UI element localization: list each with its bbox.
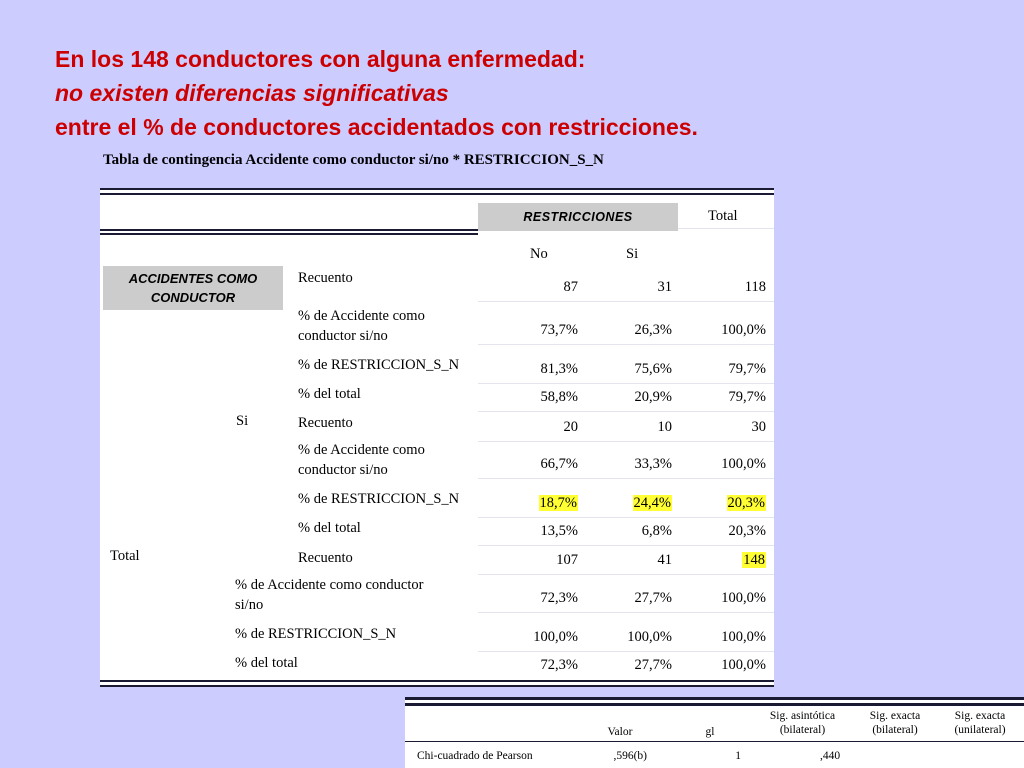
slide-heading xyxy=(55,42,698,144)
cell-total: 100,0% xyxy=(721,322,766,338)
header-valor: Valor xyxy=(607,726,633,738)
chi-valor: ,596(b) xyxy=(613,750,647,762)
cell-si: 41 xyxy=(657,552,672,568)
table-bottom-rule-2 xyxy=(100,685,774,687)
cell-no: 72,3% xyxy=(540,590,578,606)
cell-si: 26,3% xyxy=(634,322,672,338)
row-label: % de RESTRICCION_S_N xyxy=(298,491,460,507)
cell-total: 20,3% xyxy=(727,495,765,511)
cell-no: 100,0% xyxy=(533,629,578,645)
cell-total: 148 xyxy=(743,552,765,568)
table-top-rule xyxy=(100,188,774,190)
row-label: Recuento xyxy=(298,415,353,431)
cell-total: 100,0% xyxy=(721,590,766,606)
row-label-total: Total xyxy=(110,548,140,564)
heading-line-1: En los 148 conductores con alguna enfermedad: xyxy=(55,46,586,72)
row-separator xyxy=(478,344,774,345)
cell-total: 20,3% xyxy=(728,523,766,539)
header-gl: gl xyxy=(705,726,715,738)
row-label: % del total xyxy=(298,386,361,402)
cell-no: 58,8% xyxy=(540,389,578,405)
cell-si: 20,9% xyxy=(634,389,672,405)
chi-row-label: Chi-cuadrado de Pearson xyxy=(417,750,533,762)
row-separator xyxy=(478,301,774,302)
header-sig-asintotica: Sig. asintótica (bilateral) xyxy=(769,710,836,736)
chi-sig: ,440 xyxy=(820,750,841,762)
row-label: % de Accidente como conductor si/no xyxy=(235,577,424,613)
cell-total: 118 xyxy=(744,279,766,295)
row-separator xyxy=(478,612,774,613)
cell-no: 87 xyxy=(563,279,578,295)
header-sig-exacta-unilateral: Sig. exacta (unilateral) xyxy=(954,710,1006,736)
cell-si: 6,8% xyxy=(641,523,672,539)
cell-no: 20 xyxy=(563,419,578,435)
table-bottom-rule xyxy=(100,680,774,682)
row-label: % de Accidente como conductor si/no xyxy=(298,308,425,344)
header-sig-exacta-bilateral: Sig. exacta (bilateral) xyxy=(869,710,921,736)
heading-line-2: no existen diferencias significativas xyxy=(55,80,449,106)
row-label: % de RESTRICCION_S_N xyxy=(298,357,460,373)
cell-si: 24,4% xyxy=(633,495,671,511)
cell-si: 27,7% xyxy=(634,590,672,606)
cell-si: 27,7% xyxy=(634,657,672,673)
row-group-header: ACCIDENTES COMO CONDUCTOR xyxy=(103,266,283,310)
header-rule-2 xyxy=(100,233,478,235)
cell-si: 31 xyxy=(657,279,672,295)
row-label-si: Si xyxy=(236,413,249,429)
cell-no: 13,5% xyxy=(540,523,578,539)
contingency-table xyxy=(100,188,774,686)
cell-total: 79,7% xyxy=(728,361,766,377)
row-separator xyxy=(478,651,774,652)
cell-si: 75,6% xyxy=(634,361,672,377)
cell-total: 100,0% xyxy=(721,657,766,673)
total-header: Total xyxy=(708,208,738,224)
cell-si: 33,3% xyxy=(634,456,672,472)
heading-line-3: entre el % de conductores accidentados con restricciones. xyxy=(55,114,698,140)
table-caption: Tabla de contingencia Accidente como conductor si/no * RESTRICCION_S_N xyxy=(103,152,604,168)
row-separator xyxy=(478,574,774,575)
row-separator xyxy=(478,441,774,442)
cell-no: 18,7% xyxy=(539,495,577,511)
column-header-no: No xyxy=(530,246,548,262)
row-separator xyxy=(478,545,774,546)
column-group-header: RESTRICCIONES xyxy=(478,203,678,231)
cell-no: 107 xyxy=(556,552,578,568)
cell-no: 73,7% xyxy=(540,322,578,338)
chi-square-table xyxy=(405,697,1024,768)
row-label: % del total xyxy=(298,520,361,536)
row-label: % de RESTRICCION_S_N xyxy=(235,626,397,642)
cell-no: 81,3% xyxy=(540,361,578,377)
column-header-si: Si xyxy=(626,246,639,262)
cell-total: 79,7% xyxy=(728,389,766,405)
table-top-rule-2 xyxy=(100,193,774,195)
row-separator xyxy=(478,517,774,518)
cell-si: 100,0% xyxy=(627,629,672,645)
row-separator xyxy=(478,411,774,412)
row-label: % del total xyxy=(235,655,298,671)
cell-no: 72,3% xyxy=(540,657,578,673)
cell-total: 30 xyxy=(751,419,766,435)
cell-no: 66,7% xyxy=(540,456,578,472)
row-label: Recuento xyxy=(298,550,353,566)
row-label: % de Accidente como conductor si/no xyxy=(298,442,425,478)
chi-gl: 1 xyxy=(735,750,741,762)
cell-si: 10 xyxy=(657,419,672,435)
row-separator xyxy=(478,478,774,479)
row-label: Recuento xyxy=(298,270,353,286)
cell-total: 100,0% xyxy=(721,456,766,472)
header-rule xyxy=(100,229,478,231)
cell-total: 100,0% xyxy=(721,629,766,645)
row-separator xyxy=(478,383,774,384)
